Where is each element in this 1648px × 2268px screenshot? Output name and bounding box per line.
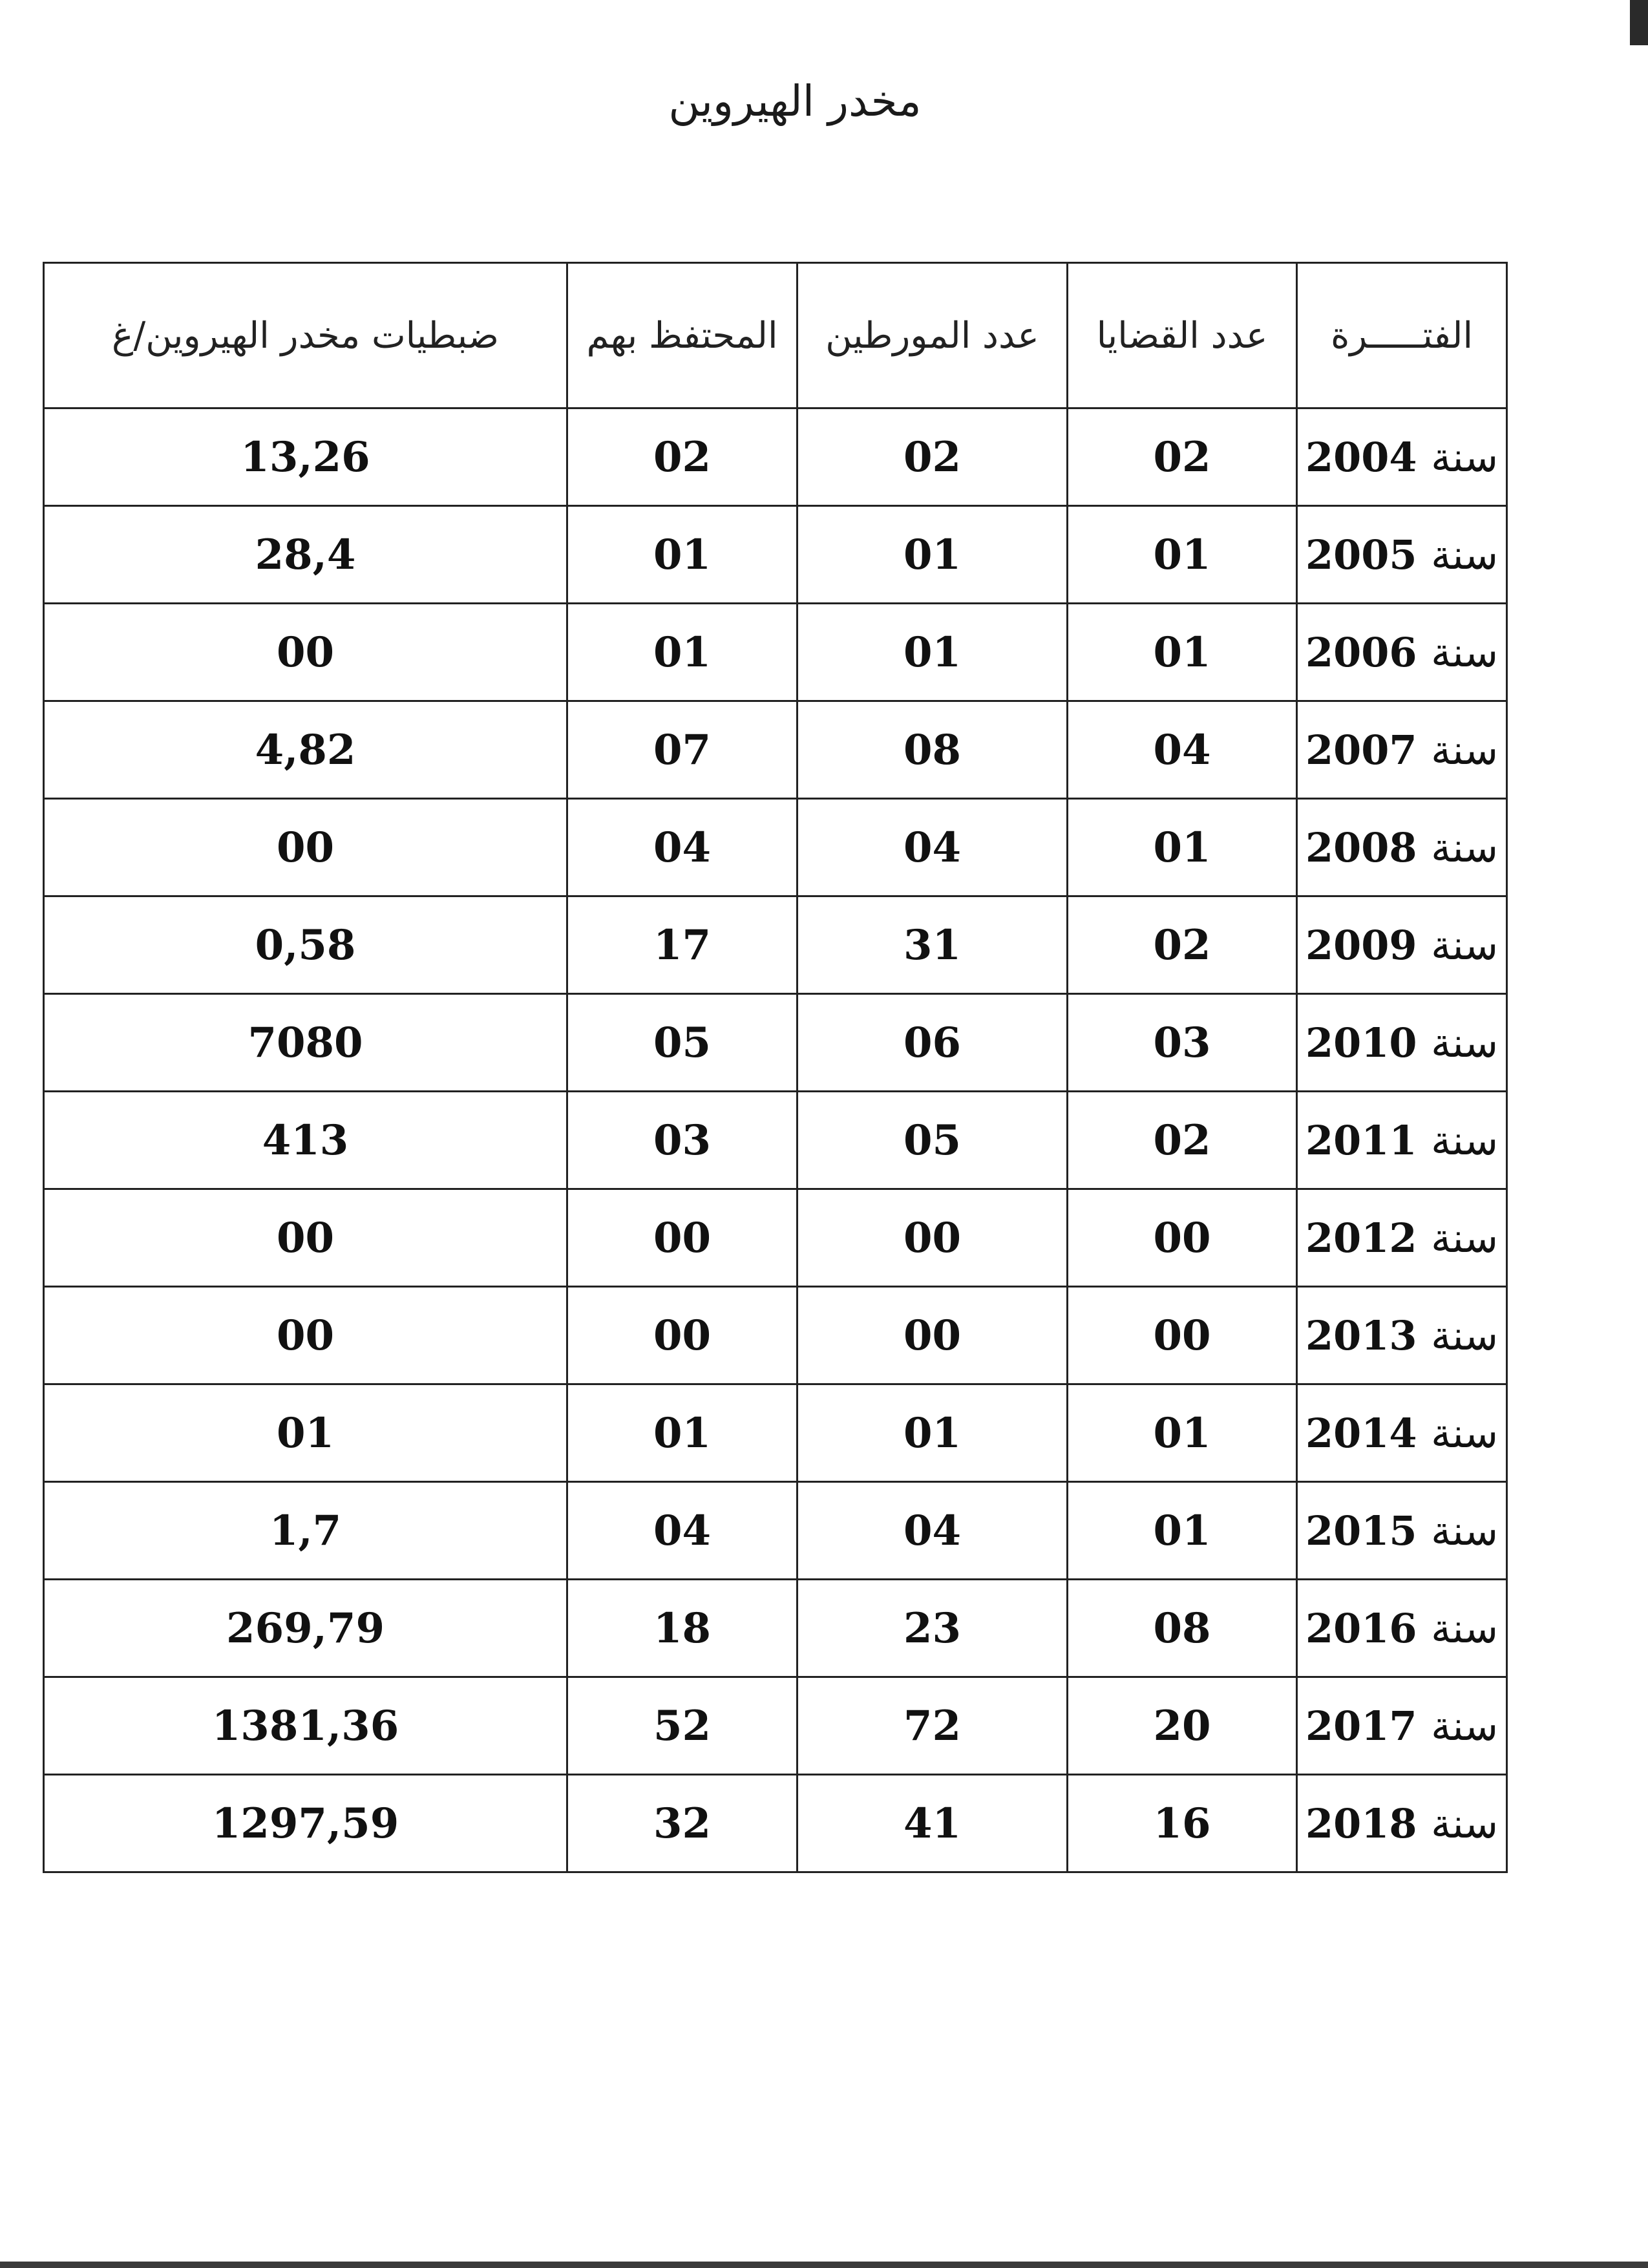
involved-cell: 05 [798, 1092, 1068, 1189]
cases-cell: 01 [1068, 604, 1297, 701]
period-cell [1297, 1580, 1507, 1677]
page-title: مخدر الهيروين [668, 76, 922, 126]
detained-cell: 17 [567, 896, 798, 994]
year-value: 2016 [1305, 1604, 1417, 1652]
involved-cell: 41 [798, 1775, 1068, 1872]
involved-cell: 00 [798, 1287, 1068, 1384]
cases-cell: 01 [1068, 1384, 1297, 1482]
header-involved: عدد المورطين [798, 263, 1068, 408]
year-prefix: سنة [1431, 726, 1499, 774]
scan-edge-bottom [0, 2262, 1648, 2268]
involved-cell: 00 [798, 1189, 1068, 1287]
involved-cell: 72 [798, 1677, 1068, 1775]
table-row [44, 408, 1507, 506]
header-detained: المحتفظ بهم [567, 263, 798, 408]
involved-cell: 01 [798, 506, 1068, 604]
cases-cell: 02 [1068, 896, 1297, 994]
period-cell [1297, 701, 1507, 799]
cases-cell: 00 [1068, 1189, 1297, 1287]
detained-cell: 00 [567, 1189, 798, 1287]
involved-cell: 23 [798, 1580, 1068, 1677]
year-value: 2011 [1305, 1116, 1417, 1164]
period-cell [1297, 1775, 1507, 1872]
cases-cell: 20 [1068, 1677, 1297, 1775]
year-value: 2012 [1305, 1214, 1417, 1262]
year-prefix: سنة [1431, 1019, 1499, 1066]
year-value: 2008 [1305, 823, 1417, 871]
year-value: 2005 [1305, 531, 1417, 578]
detained-cell: 18 [567, 1580, 798, 1677]
period-cell [1297, 799, 1507, 896]
period-cell [1297, 604, 1507, 701]
cases-cell: 01 [1068, 506, 1297, 604]
cases-cell: 01 [1068, 799, 1297, 896]
period-cell [1297, 1189, 1507, 1287]
involved-cell: 06 [798, 994, 1068, 1092]
year-value: 2009 [1305, 921, 1417, 969]
seized-cell: 00 [44, 604, 567, 701]
detained-cell: 52 [567, 1677, 798, 1775]
period-cell [1297, 1482, 1507, 1580]
period-cell [1297, 1287, 1507, 1384]
year-prefix: سنة [1431, 1214, 1499, 1262]
year-prefix: سنة [1431, 1604, 1499, 1652]
seized-cell: 1297,59 [44, 1775, 567, 1872]
cases-cell: 02 [1068, 1092, 1297, 1189]
year-prefix: سنة [1431, 628, 1499, 676]
year-prefix: سنة [1431, 433, 1499, 481]
year-value: 2014 [1305, 1409, 1417, 1457]
header-cases: عدد القضايا [1068, 263, 1297, 408]
seized-cell: 00 [44, 1189, 567, 1287]
header-row [44, 263, 1507, 408]
involved-cell: 04 [798, 799, 1068, 896]
year-value: 2015 [1305, 1507, 1417, 1554]
cases-cell: 04 [1068, 701, 1297, 799]
header-period: الفتـــــرة [1297, 263, 1507, 408]
year-value: 2013 [1305, 1311, 1417, 1359]
table-row [44, 799, 1507, 896]
detained-cell: 05 [567, 994, 798, 1092]
year-prefix: سنة [1431, 1702, 1499, 1750]
detained-cell: 02 [567, 408, 798, 506]
year-value: 2017 [1305, 1702, 1417, 1750]
table-row [44, 1092, 1507, 1189]
detained-cell: 01 [567, 604, 798, 701]
cases-cell: 00 [1068, 1287, 1297, 1384]
detained-cell: 04 [567, 799, 798, 896]
year-prefix: سنة [1431, 1311, 1499, 1359]
involved-cell: 08 [798, 701, 1068, 799]
year-prefix: سنة [1431, 921, 1499, 969]
table-row [44, 896, 1507, 994]
period-cell [1297, 896, 1507, 994]
table-row [44, 1384, 1507, 1482]
table-row [44, 1677, 1507, 1775]
heroin-stats-table [43, 262, 1508, 1873]
year-prefix: سنة [1431, 1507, 1499, 1554]
table-row [44, 994, 1507, 1092]
scan-edge-right [1630, 0, 1648, 45]
seized-cell: 13,26 [44, 408, 567, 506]
table-row [44, 1482, 1507, 1580]
year-prefix: سنة [1431, 1799, 1499, 1847]
cases-cell: 02 [1068, 408, 1297, 506]
period-cell [1297, 994, 1507, 1092]
year-prefix: سنة [1431, 1116, 1499, 1164]
detained-cell: 04 [567, 1482, 798, 1580]
header-seized: ضبطيات مخدر الهيروين/غ [44, 263, 567, 408]
seized-cell: 0,58 [44, 896, 567, 994]
year-value: 2007 [1305, 726, 1417, 774]
year-prefix: سنة [1431, 1409, 1499, 1457]
involved-cell: 04 [798, 1482, 1068, 1580]
period-cell [1297, 1677, 1507, 1775]
seized-cell: 413 [44, 1092, 567, 1189]
table-row [44, 1287, 1507, 1384]
cases-cell: 16 [1068, 1775, 1297, 1872]
cases-cell: 08 [1068, 1580, 1297, 1677]
involved-cell: 01 [798, 604, 1068, 701]
period-cell [1297, 506, 1507, 604]
detained-cell: 32 [567, 1775, 798, 1872]
seized-cell: 00 [44, 799, 567, 896]
period-cell [1297, 1384, 1507, 1482]
table-row [44, 1189, 1507, 1287]
year-value: 2018 [1305, 1799, 1417, 1847]
year-value: 2004 [1305, 433, 1417, 481]
seized-cell: 7080 [44, 994, 567, 1092]
table-row [44, 506, 1507, 604]
seized-cell: 1,7 [44, 1482, 567, 1580]
involved-cell: 31 [798, 896, 1068, 994]
seized-cell: 269,79 [44, 1580, 567, 1677]
table-row [44, 1775, 1507, 1872]
detained-cell: 00 [567, 1287, 798, 1384]
period-cell [1297, 408, 1507, 506]
cases-cell: 03 [1068, 994, 1297, 1092]
seized-cell: 00 [44, 1287, 567, 1384]
year-value: 2010 [1305, 1019, 1417, 1066]
seized-cell: 1381,36 [44, 1677, 567, 1775]
seized-cell: 4,82 [44, 701, 567, 799]
seized-cell: 28,4 [44, 506, 567, 604]
detained-cell: 07 [567, 701, 798, 799]
seized-cell: 01 [44, 1384, 567, 1482]
year-prefix: سنة [1431, 823, 1499, 871]
table-row [44, 701, 1507, 799]
detained-cell: 03 [567, 1092, 798, 1189]
year-prefix: سنة [1431, 531, 1499, 578]
year-value: 2006 [1305, 628, 1417, 676]
detained-cell: 01 [567, 1384, 798, 1482]
involved-cell: 02 [798, 408, 1068, 506]
involved-cell: 01 [798, 1384, 1068, 1482]
table-row [44, 1580, 1507, 1677]
period-cell [1297, 1092, 1507, 1189]
detained-cell: 01 [567, 506, 798, 604]
table-row [44, 604, 1507, 701]
cases-cell: 01 [1068, 1482, 1297, 1580]
